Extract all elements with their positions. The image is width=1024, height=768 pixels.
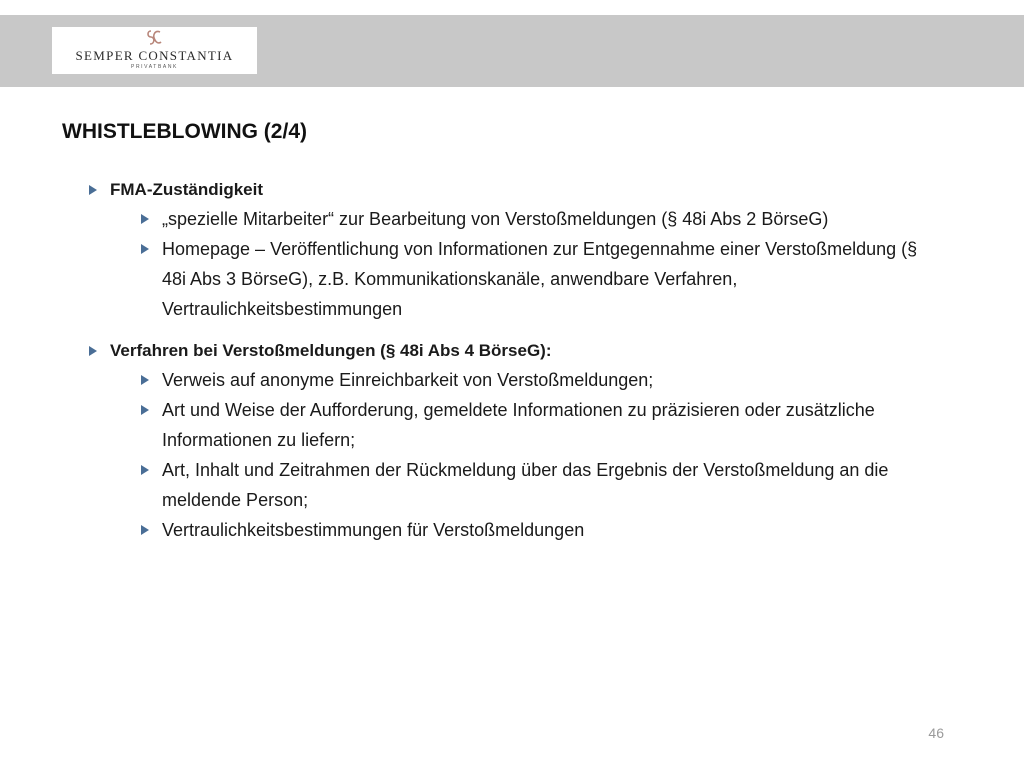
section-heading	[86, 176, 946, 204]
triangle-right-icon	[140, 464, 150, 476]
triangle-right-icon	[140, 213, 150, 225]
triangle-right-icon	[88, 184, 98, 196]
list-item-text: Homepage – Veröffentlichung von Informationen zur Entgegennahme einer Verstoßmeldung (§ 48i Abs 3 BörseG), z.B. Kommunikationskanäle, anwendbare Verfahren, Vertraulichkeitsbestimmungen	[162, 239, 918, 319]
list-item	[138, 515, 946, 545]
list-item	[138, 204, 946, 234]
list-item-text: „spezielle Mitarbeiter“ zur Bearbeitung von Verstoßmeldungen (§ 48i Abs 2 BörseG)	[162, 209, 829, 229]
list-item-text: Verweis auf anonyme Einreichbarkeit von Verstoßmeldungen;	[162, 370, 654, 390]
slide-content	[86, 176, 946, 558]
page-number: 46	[928, 725, 944, 741]
list-item	[138, 365, 946, 395]
triangle-right-icon	[140, 243, 150, 255]
list-item	[138, 234, 946, 324]
section-heading	[86, 337, 946, 365]
page-title: WHISTLEBLOWING (2/4)	[62, 120, 307, 143]
list-item-text: Vertraulichkeitsbestimmungen für Verstoßmeldungen	[162, 520, 585, 540]
section-verfahren	[86, 337, 946, 545]
logo-subtitle: PRIVATBANK	[131, 64, 178, 70]
list-item	[138, 395, 946, 455]
section-heading-text: Verfahren bei Verstoßmeldungen (§ 48i Abs 4 BörseG):	[110, 341, 552, 360]
monogram-sc-icon	[143, 29, 165, 47]
list-item-text: Art, Inhalt und Zeitrahmen der Rückmeldung über das Ergebnis der Verstoßmeldung an die meldende Person;	[162, 460, 889, 510]
list-item	[138, 455, 946, 515]
section-heading-text: FMA-Zuständigkeit	[110, 180, 263, 199]
triangle-right-icon	[140, 374, 150, 386]
section-fma-zustaendigkeit	[86, 176, 946, 324]
triangle-right-icon	[140, 404, 150, 416]
list-item-text: Art und Weise der Aufforderung, gemeldete Informationen zu präzisieren oder zusätzliche Informationen zu liefern;	[162, 400, 875, 450]
triangle-right-icon	[88, 345, 98, 357]
bank-logo	[52, 27, 257, 74]
triangle-right-icon	[140, 524, 150, 536]
logo-name: SEMPER CONSTANTIA	[75, 48, 234, 63]
